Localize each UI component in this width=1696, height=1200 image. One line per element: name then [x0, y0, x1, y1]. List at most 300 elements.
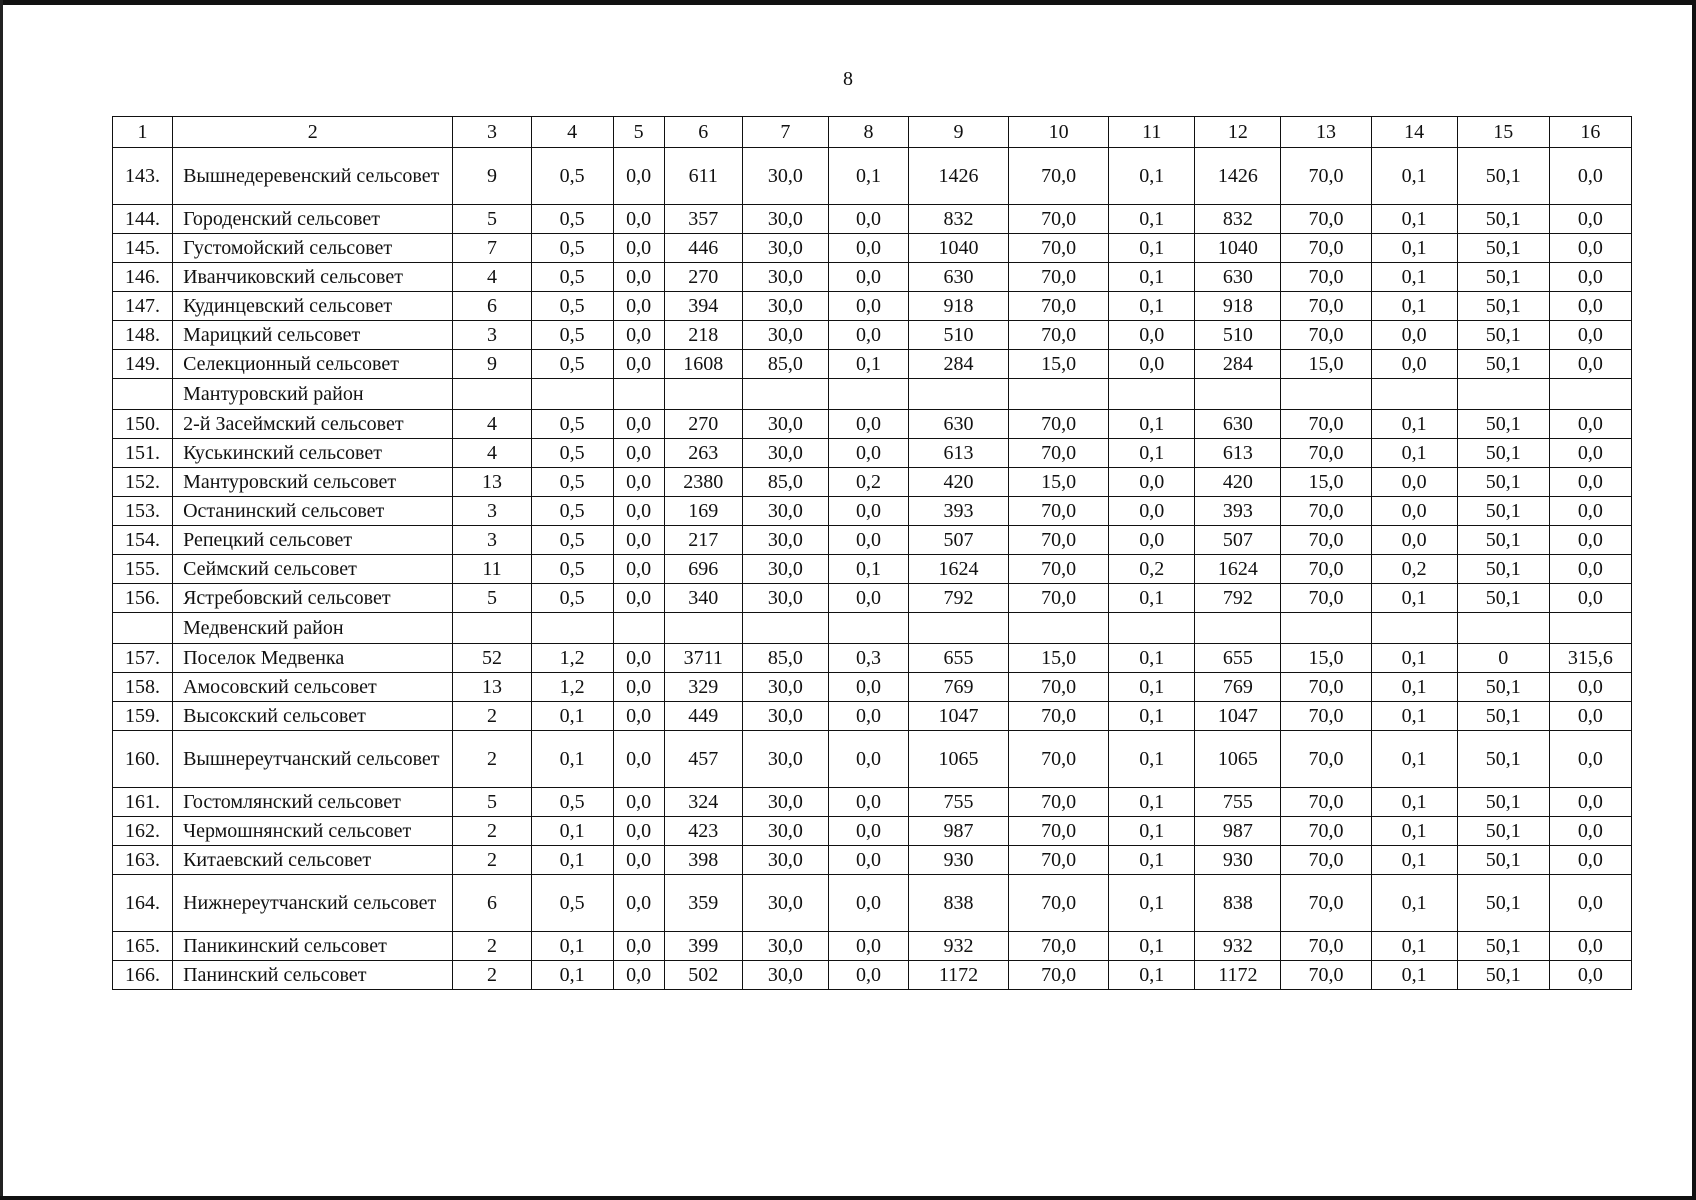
value-cell: 0,0	[828, 702, 908, 731]
value-cell: 70,0	[1281, 788, 1371, 817]
value-cell: 630	[908, 410, 1008, 439]
value-cell: 30,0	[742, 410, 828, 439]
value-cell: 613	[908, 439, 1008, 468]
value-cell: 70,0	[1281, 439, 1371, 468]
value-cell: 0,0	[828, 788, 908, 817]
value-cell: 30,0	[742, 148, 828, 205]
value-cell: 0	[1457, 644, 1549, 673]
value-cell: 0,0	[828, 731, 908, 788]
value-cell: 30,0	[742, 526, 828, 555]
value-cell: 0,0	[1549, 584, 1631, 613]
district-name-cell: Мантуровский район	[173, 379, 453, 410]
value-cell: 70,0	[1009, 731, 1109, 788]
column-header: 15	[1457, 117, 1549, 148]
value-cell: 4	[453, 263, 531, 292]
value-cell: 6	[453, 875, 531, 932]
value-cell: 0,5	[531, 468, 613, 497]
value-cell: 0,5	[531, 205, 613, 234]
row-number-cell: 161.	[113, 788, 173, 817]
value-cell: 0,0	[1549, 148, 1631, 205]
value-cell: 50,1	[1457, 555, 1549, 584]
table-row	[113, 817, 1632, 846]
value-cell: 0,1	[1109, 817, 1195, 846]
column-header: 1	[113, 117, 173, 148]
value-cell: 0,1	[1371, 410, 1457, 439]
value-cell: 0,5	[531, 555, 613, 584]
value-cell: 0,1	[828, 148, 908, 205]
value-cell: 30,0	[742, 788, 828, 817]
value-cell	[908, 379, 1008, 410]
value-cell: 0,0	[828, 875, 908, 932]
value-cell: 446	[664, 234, 742, 263]
value-cell: 70,0	[1281, 673, 1371, 702]
value-cell: 0,0	[613, 555, 664, 584]
value-cell: 50,1	[1457, 788, 1549, 817]
value-cell: 340	[664, 584, 742, 613]
row-number-cell: 152.	[113, 468, 173, 497]
value-cell: 50,1	[1457, 148, 1549, 205]
value-cell: 70,0	[1009, 292, 1109, 321]
value-cell: 0,1	[531, 817, 613, 846]
row-number-cell: 149.	[113, 350, 173, 379]
value-cell: 0,0	[828, 961, 908, 990]
value-cell: 1047	[1195, 702, 1281, 731]
table-row	[113, 292, 1632, 321]
value-cell: 0,0	[1549, 439, 1631, 468]
value-cell: 0,0	[828, 234, 908, 263]
value-cell: 0,1	[1109, 702, 1195, 731]
value-cell: 0,5	[531, 321, 613, 350]
value-cell: 630	[908, 263, 1008, 292]
value-cell: 2	[453, 932, 531, 961]
value-cell: 30,0	[742, 702, 828, 731]
value-cell: 2	[453, 702, 531, 731]
value-cell: 284	[1195, 350, 1281, 379]
value-cell: 3	[453, 321, 531, 350]
value-cell	[1009, 613, 1109, 644]
value-cell: 0,1	[1109, 148, 1195, 205]
row-number-cell: 145.	[113, 234, 173, 263]
value-cell: 0,1	[531, 731, 613, 788]
value-cell: 0,0	[613, 673, 664, 702]
value-cell: 2	[453, 731, 531, 788]
value-cell: 0,0	[1549, 205, 1631, 234]
value-cell: 0,1	[1109, 673, 1195, 702]
value-cell	[1195, 613, 1281, 644]
row-number-cell: 158.	[113, 673, 173, 702]
value-cell: 50,1	[1457, 468, 1549, 497]
value-cell: 85,0	[742, 350, 828, 379]
table-row	[113, 205, 1632, 234]
value-cell: 357	[664, 205, 742, 234]
value-cell	[1281, 613, 1371, 644]
table-row	[113, 555, 1632, 584]
value-cell: 0,2	[828, 468, 908, 497]
value-cell: 449	[664, 702, 742, 731]
value-cell	[453, 613, 531, 644]
row-number-cell: 153.	[113, 497, 173, 526]
value-cell: 70,0	[1281, 584, 1371, 613]
value-cell: 30,0	[742, 555, 828, 584]
value-cell: 611	[664, 148, 742, 205]
value-cell: 0,1	[1109, 292, 1195, 321]
value-cell: 50,1	[1457, 817, 1549, 846]
value-cell: 0,0	[613, 526, 664, 555]
value-cell: 0,0	[613, 205, 664, 234]
value-cell: 838	[908, 875, 1008, 932]
value-cell	[1109, 613, 1195, 644]
value-cell: 0,0	[1549, 234, 1631, 263]
value-cell: 70,0	[1281, 731, 1371, 788]
value-cell	[1549, 613, 1631, 644]
value-cell: 0,0	[1109, 497, 1195, 526]
value-cell: 50,1	[1457, 263, 1549, 292]
value-cell: 2380	[664, 468, 742, 497]
row-number-cell: 165.	[113, 932, 173, 961]
value-cell	[613, 379, 664, 410]
table-row	[113, 350, 1632, 379]
value-cell: 50,1	[1457, 932, 1549, 961]
value-cell: 0,0	[613, 584, 664, 613]
value-cell: 85,0	[742, 644, 828, 673]
value-cell: 70,0	[1009, 555, 1109, 584]
value-cell: 0,0	[1549, 673, 1631, 702]
value-cell: 1172	[908, 961, 1008, 990]
value-cell: 30,0	[742, 234, 828, 263]
value-cell: 0,0	[828, 410, 908, 439]
name-cell: Куськинский сельсовет	[173, 439, 453, 468]
value-cell: 987	[908, 817, 1008, 846]
value-cell	[1371, 613, 1457, 644]
row-number-cell	[113, 379, 173, 410]
value-cell: 0,0	[613, 817, 664, 846]
column-header: 3	[453, 117, 531, 148]
value-cell: 50,1	[1457, 731, 1549, 788]
value-cell: 70,0	[1009, 846, 1109, 875]
value-cell	[1109, 379, 1195, 410]
value-cell: 932	[908, 932, 1008, 961]
value-cell: 0,1	[1109, 584, 1195, 613]
value-cell: 0,0	[1109, 526, 1195, 555]
value-cell: 0,0	[1549, 497, 1631, 526]
value-cell: 420	[908, 468, 1008, 497]
value-cell: 70,0	[1281, 555, 1371, 584]
value-cell: 502	[664, 961, 742, 990]
value-cell: 30,0	[742, 846, 828, 875]
value-cell: 218	[664, 321, 742, 350]
name-cell: Поселок Медвенка	[173, 644, 453, 673]
value-cell: 2	[453, 961, 531, 990]
value-cell: 3711	[664, 644, 742, 673]
value-cell	[1549, 379, 1631, 410]
value-cell: 0,0	[613, 875, 664, 932]
value-cell: 50,1	[1457, 321, 1549, 350]
value-cell: 0,1	[1371, 817, 1457, 846]
value-cell: 0,2	[1109, 555, 1195, 584]
value-cell	[742, 379, 828, 410]
value-cell: 0,1	[1371, 584, 1457, 613]
value-cell: 0,1	[1109, 263, 1195, 292]
name-cell: Нижнереутчанский сельсовет	[173, 875, 453, 932]
value-cell: 0,0	[1549, 350, 1631, 379]
value-cell: 1065	[1195, 731, 1281, 788]
value-cell: 270	[664, 263, 742, 292]
value-cell: 0,1	[1109, 439, 1195, 468]
value-cell: 1040	[908, 234, 1008, 263]
scan-border-left	[0, 0, 3, 1200]
value-cell: 15,0	[1281, 644, 1371, 673]
value-cell: 0,5	[531, 350, 613, 379]
value-cell: 755	[908, 788, 1008, 817]
value-cell: 1624	[908, 555, 1008, 584]
value-cell: 50,1	[1457, 673, 1549, 702]
table-body	[113, 117, 1632, 990]
district-row	[113, 613, 1632, 644]
value-cell: 0,0	[613, 788, 664, 817]
value-cell: 0,0	[828, 584, 908, 613]
district-row	[113, 379, 1632, 410]
value-cell: 393	[908, 497, 1008, 526]
value-cell: 0,0	[828, 439, 908, 468]
value-cell: 30,0	[742, 961, 828, 990]
value-cell: 50,1	[1457, 292, 1549, 321]
table-row	[113, 263, 1632, 292]
value-cell: 0,1	[1109, 234, 1195, 263]
value-cell: 0,0	[613, 731, 664, 788]
value-cell: 52	[453, 644, 531, 673]
value-cell: 0,0	[613, 961, 664, 990]
value-cell: 0,5	[531, 875, 613, 932]
value-cell: 0,0	[613, 410, 664, 439]
column-header: 2	[173, 117, 453, 148]
table-row	[113, 731, 1632, 788]
value-cell: 70,0	[1009, 148, 1109, 205]
row-number-cell: 144.	[113, 205, 173, 234]
value-cell: 3	[453, 526, 531, 555]
scan-border-bottom	[0, 1196, 1696, 1200]
value-cell: 30,0	[742, 263, 828, 292]
value-cell: 50,1	[1457, 702, 1549, 731]
row-number-cell: 143.	[113, 148, 173, 205]
value-cell: 918	[908, 292, 1008, 321]
table-row	[113, 702, 1632, 731]
value-cell: 4	[453, 410, 531, 439]
column-header: 12	[1195, 117, 1281, 148]
value-cell: 70,0	[1009, 788, 1109, 817]
value-cell: 630	[1195, 263, 1281, 292]
value-cell: 0,5	[531, 263, 613, 292]
value-cell: 0,0	[613, 846, 664, 875]
value-cell: 0,0	[1549, 875, 1631, 932]
row-number-cell: 155.	[113, 555, 173, 584]
value-cell: 30,0	[742, 205, 828, 234]
value-cell: 0,1	[1371, 731, 1457, 788]
value-cell: 0,1	[1109, 731, 1195, 788]
value-cell: 70,0	[1281, 497, 1371, 526]
value-cell	[1009, 379, 1109, 410]
value-cell: 4	[453, 439, 531, 468]
table-row	[113, 846, 1632, 875]
value-cell: 0,1	[1371, 263, 1457, 292]
value-cell: 0,1	[1109, 961, 1195, 990]
value-cell: 70,0	[1281, 205, 1371, 234]
value-cell	[828, 613, 908, 644]
value-cell: 270	[664, 410, 742, 439]
value-cell: 630	[1195, 410, 1281, 439]
value-cell: 755	[1195, 788, 1281, 817]
value-cell: 0,0	[1109, 350, 1195, 379]
value-cell: 70,0	[1009, 526, 1109, 555]
value-cell: 0,0	[1109, 321, 1195, 350]
value-cell: 70,0	[1281, 410, 1371, 439]
value-cell: 284	[908, 350, 1008, 379]
column-header: 4	[531, 117, 613, 148]
value-cell: 655	[908, 644, 1008, 673]
value-cell: 832	[1195, 205, 1281, 234]
value-cell: 70,0	[1281, 932, 1371, 961]
table-row	[113, 321, 1632, 350]
value-cell: 5	[453, 584, 531, 613]
value-cell: 50,1	[1457, 497, 1549, 526]
value-cell: 510	[1195, 321, 1281, 350]
value-cell: 70,0	[1009, 497, 1109, 526]
value-cell: 987	[1195, 817, 1281, 846]
value-cell	[1281, 379, 1371, 410]
value-cell: 6	[453, 292, 531, 321]
value-cell: 932	[1195, 932, 1281, 961]
value-cell: 0,0	[1549, 702, 1631, 731]
value-cell: 263	[664, 439, 742, 468]
value-cell: 0,0	[1549, 961, 1631, 990]
value-cell: 420	[1195, 468, 1281, 497]
value-cell: 0,1	[828, 555, 908, 584]
value-cell: 0,0	[828, 673, 908, 702]
value-cell: 696	[664, 555, 742, 584]
value-cell: 2	[453, 817, 531, 846]
table-row	[113, 439, 1632, 468]
value-cell: 85,0	[742, 468, 828, 497]
value-cell: 399	[664, 932, 742, 961]
value-cell: 0,0	[1549, 731, 1631, 788]
value-cell: 393	[1195, 497, 1281, 526]
value-cell: 394	[664, 292, 742, 321]
value-cell: 70,0	[1009, 205, 1109, 234]
value-cell: 769	[1195, 673, 1281, 702]
value-cell: 50,1	[1457, 439, 1549, 468]
value-cell: 1608	[664, 350, 742, 379]
row-number-cell	[113, 613, 173, 644]
column-header: 9	[908, 117, 1008, 148]
data-table	[112, 116, 1632, 990]
column-header: 7	[742, 117, 828, 148]
row-number-cell: 163.	[113, 846, 173, 875]
value-cell: 0,1	[1371, 234, 1457, 263]
value-cell: 0,1	[1371, 205, 1457, 234]
value-cell: 0,1	[1109, 205, 1195, 234]
row-number-cell: 159.	[113, 702, 173, 731]
name-cell: Кудинцевский сельсовет	[173, 292, 453, 321]
value-cell: 423	[664, 817, 742, 846]
value-cell	[531, 613, 613, 644]
value-cell: 0,0	[828, 292, 908, 321]
value-cell: 1,2	[531, 673, 613, 702]
column-header: 13	[1281, 117, 1371, 148]
value-cell: 0,5	[531, 584, 613, 613]
table-row	[113, 148, 1632, 205]
value-cell: 2	[453, 846, 531, 875]
value-cell: 9	[453, 350, 531, 379]
value-cell: 329	[664, 673, 742, 702]
value-cell: 0,0	[1371, 497, 1457, 526]
row-number-cell: 151.	[113, 439, 173, 468]
row-number-cell: 164.	[113, 875, 173, 932]
value-cell: 0,1	[531, 702, 613, 731]
value-cell: 70,0	[1281, 702, 1371, 731]
value-cell: 15,0	[1009, 468, 1109, 497]
value-cell: 15,0	[1009, 644, 1109, 673]
value-cell: 0,1	[1109, 875, 1195, 932]
value-cell	[908, 613, 1008, 644]
name-cell: Паникинский сельсовет	[173, 932, 453, 961]
value-cell: 510	[908, 321, 1008, 350]
value-cell: 0,0	[828, 321, 908, 350]
value-cell: 0,5	[531, 148, 613, 205]
value-cell: 0,5	[531, 234, 613, 263]
value-cell	[664, 613, 742, 644]
value-cell: 70,0	[1281, 875, 1371, 932]
value-cell: 930	[1195, 846, 1281, 875]
value-cell: 70,0	[1281, 321, 1371, 350]
name-cell: Иванчиковский сельсовет	[173, 263, 453, 292]
name-cell: Марицкий сельсовет	[173, 321, 453, 350]
value-cell	[664, 379, 742, 410]
value-cell: 0,1	[1371, 788, 1457, 817]
value-cell: 769	[908, 673, 1008, 702]
district-name-cell: Медвенский район	[173, 613, 453, 644]
column-header: 14	[1371, 117, 1457, 148]
value-cell: 70,0	[1009, 875, 1109, 932]
table-row	[113, 644, 1632, 673]
value-cell: 0,1	[1371, 439, 1457, 468]
name-cell: Сеймский сельсовет	[173, 555, 453, 584]
row-number-cell: 154.	[113, 526, 173, 555]
value-cell: 0,0	[828, 932, 908, 961]
value-cell	[742, 613, 828, 644]
value-cell: 70,0	[1281, 263, 1371, 292]
value-cell: 1065	[908, 731, 1008, 788]
name-cell: Гостомлянский сельсовет	[173, 788, 453, 817]
value-cell: 1047	[908, 702, 1008, 731]
value-cell: 0,1	[1371, 292, 1457, 321]
value-cell: 15,0	[1009, 350, 1109, 379]
row-number-cell: 160.	[113, 731, 173, 788]
name-cell: Репецкий сельсовет	[173, 526, 453, 555]
value-cell: 70,0	[1281, 846, 1371, 875]
value-cell: 359	[664, 875, 742, 932]
value-cell: 70,0	[1009, 234, 1109, 263]
value-cell: 0,1	[1371, 673, 1457, 702]
value-cell: 315,6	[1549, 644, 1631, 673]
value-cell: 0,0	[1549, 817, 1631, 846]
value-cell: 0,5	[531, 439, 613, 468]
value-cell: 0,0	[1371, 321, 1457, 350]
column-header: 16	[1549, 117, 1631, 148]
table-row	[113, 410, 1632, 439]
value-cell: 0,0	[613, 439, 664, 468]
value-cell: 0,0	[1109, 468, 1195, 497]
value-cell: 70,0	[1009, 817, 1109, 846]
value-cell	[1371, 379, 1457, 410]
